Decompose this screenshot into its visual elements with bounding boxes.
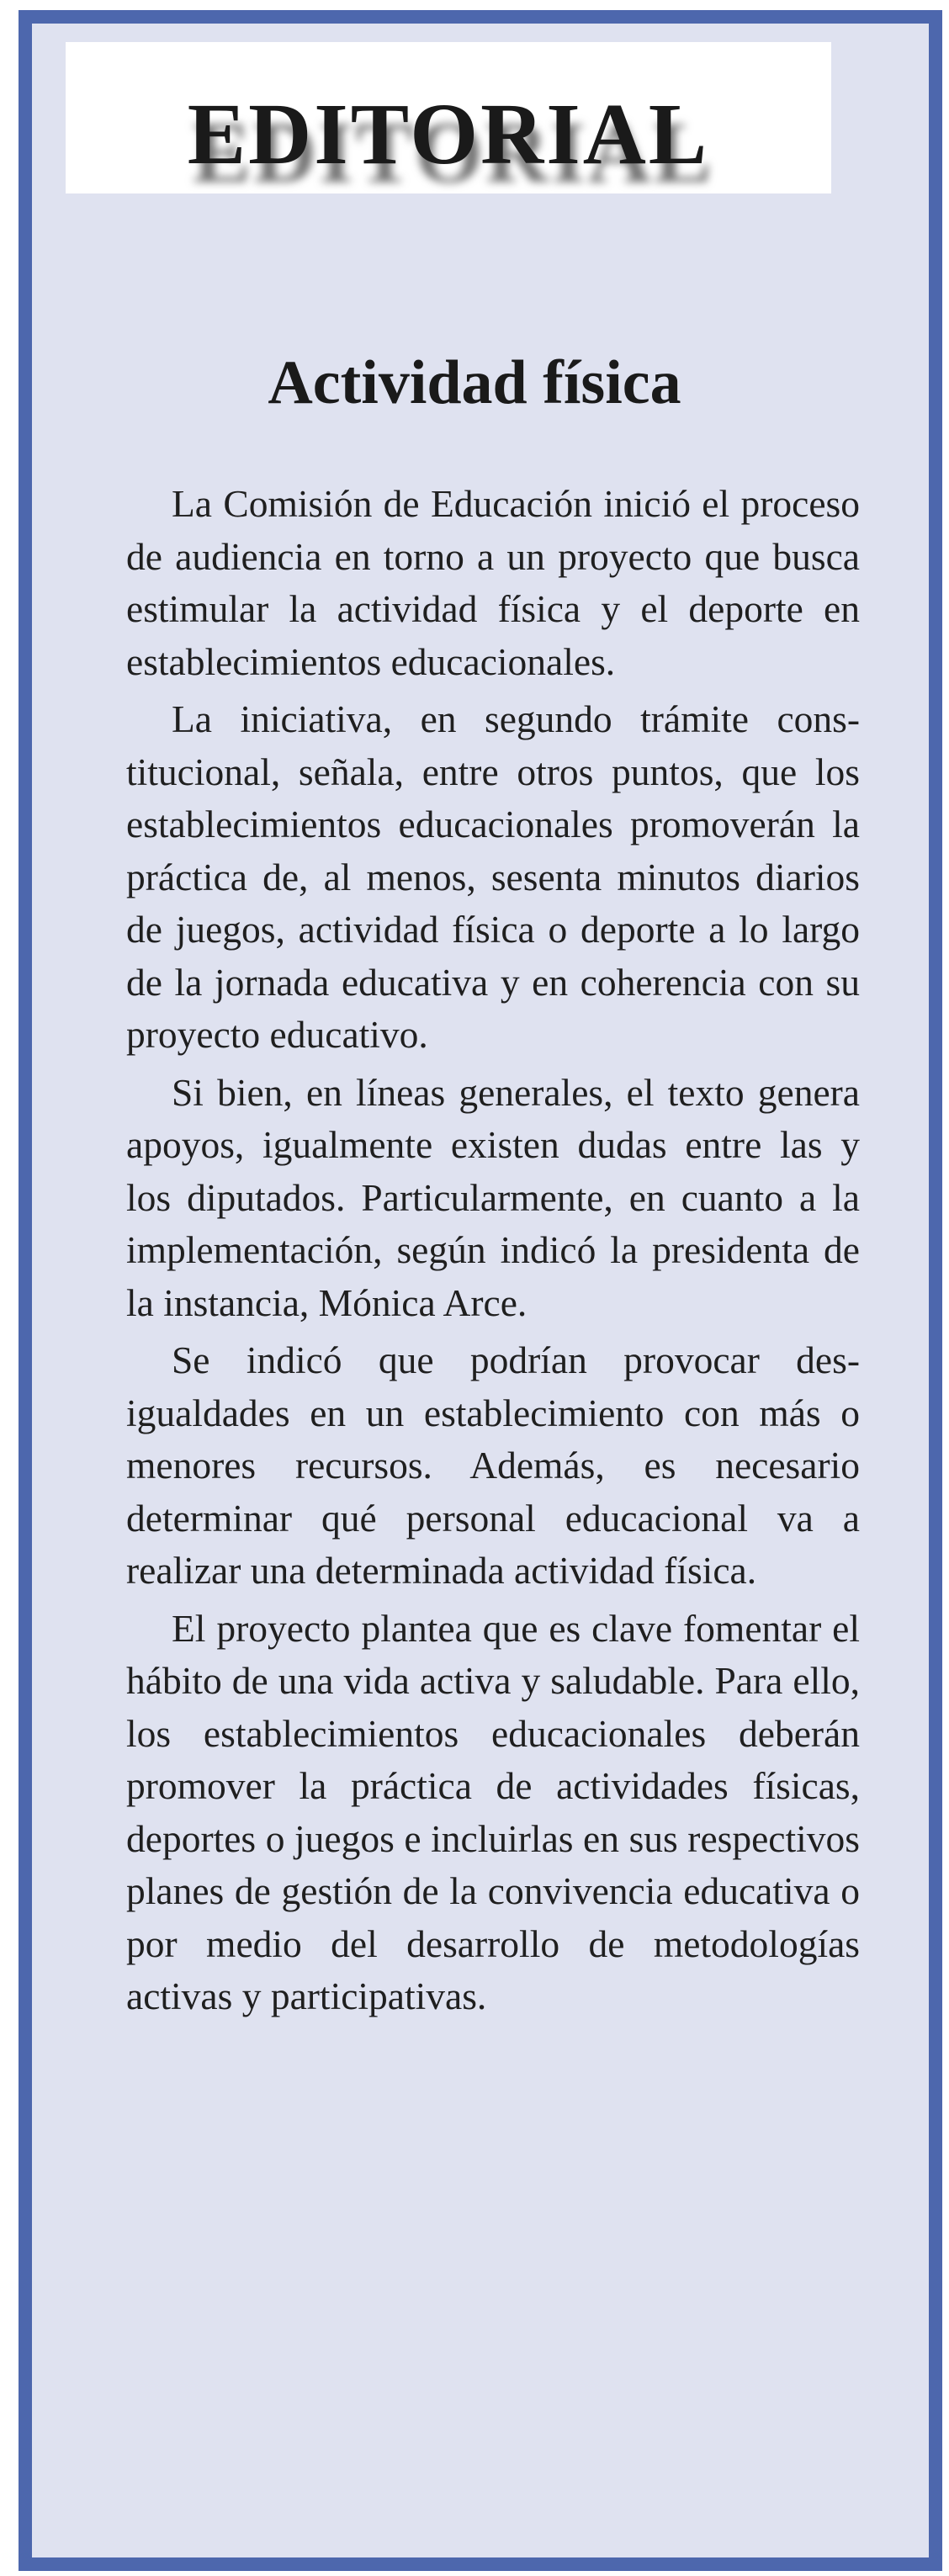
masthead-title: EDITORIAL xyxy=(187,86,710,183)
masthead-band xyxy=(66,42,831,193)
article-paragraph-4: Se indicó que podrían provocar desigualdades en un establecimiento con más o menores recursos. Además, es necesario determinar qué personal educacional va a realizar una determinada actividad física. xyxy=(126,1338,860,1592)
article-paragraph-1: La Comisión de Educación inició el proceso de audiencia en torno a un proyecto que busca estimular la actividad física y el deporte en establecimientos educacionales. xyxy=(126,482,860,683)
article-title: Actividad física xyxy=(268,348,681,417)
article-paragraph-5: El proyecto plantea que es clave fomentar el hábito de una vida activa y saludable. Para ello, los establecimientos educacionales deberán promover la práctica de actividades físicas, deportes o juegos e incluirlas en sus respectivos planes de gestión de la convivencia educativa o por medio del desarrollo de metodologías activas y participativas. xyxy=(126,1606,860,2017)
article-paragraph-3: Si bien, en líneas generales, el texto genera apoyos, igualmente existen dudas entre las y los diputados. Particularmente, en cuanto a la implementación, según indicó la presidenta de la instancia, Mónica Arce. xyxy=(126,1070,860,1324)
article-paragraph-2: La iniciativa, en segundo trámite constitucional, señala, entre otros puntos, que los establecimientos educacionales promoverán la práctica de, al menos, sesenta minutos diarios de juegos, actividad física o deporte a lo largo de la jornada educativa y en coherencia con su proyecto educativo. xyxy=(126,697,860,1056)
article-body xyxy=(126,478,860,2028)
